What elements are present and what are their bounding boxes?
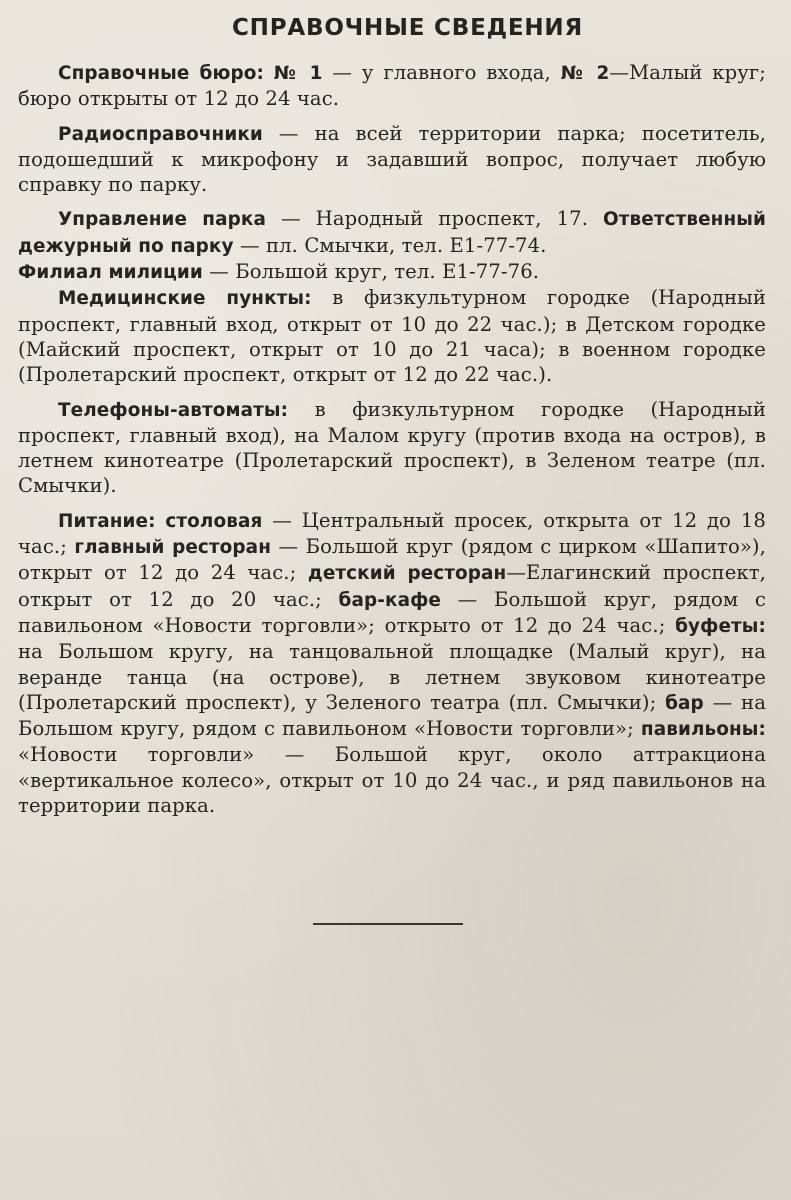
info-bureau-paragraph: [18, 60, 766, 112]
bureau-2-number: № 2: [560, 63, 610, 84]
section-divider: [313, 923, 463, 925]
duty-officer-text: — пл. Смычки, тел. Е1-77-74.: [233, 233, 547, 257]
medical-paragraph: [18, 285, 766, 387]
park-management-label: Управление парка: [58, 209, 266, 231]
police-branch-text: — Большой круг, тел. Е1-77-76.: [202, 260, 540, 284]
pavilions-label: павильоны:: [640, 719, 766, 741]
canteen-label: столовая: [165, 510, 263, 532]
bureau-2-text: —Малый круг; бюро открыты от 12 до 24 час.: [18, 61, 766, 111]
info-bureau-label: Справочные бюро:: [58, 63, 264, 84]
radio-info-label: Радиосправочники: [58, 123, 263, 145]
food-paragraph: [18, 508, 766, 819]
bar-cafe-label: бар-кафе: [338, 589, 442, 611]
canteen-text: — Центральный просек, открыта от 12 до 18 час.;: [18, 508, 766, 559]
buffets-label: буфеты:: [675, 615, 766, 637]
medical-points-label: Медицинские пункты:: [58, 288, 312, 310]
bureau-1-number: № 1: [273, 63, 323, 84]
medical-points-text: в физкультурном городке (Народный проспект, главный вход, открыт от 10 до 22 час.); в Детском городке (Майский проспект, открыт от 10 до 21 часа); в военном городке (Пролетарский проспект, открыт от 12 до 22 час.).: [18, 286, 766, 387]
main-restaurant-text: — Большой круг (рядом с цирком «Шапито»), открыт от 12 до 24 час.;: [18, 535, 766, 585]
pay-phones-text: в физкультурном городке (Народный проспект, главный вход), на Малом кругу (против входа на остров), в летнем кинотеатре (Пролетарский проспект), в Зеленом театре (пл. Смычки).: [18, 397, 766, 498]
park-management-text: — Народный проспект, 17.: [265, 207, 604, 231]
administration-paragraph: [18, 206, 766, 259]
duty-officer-label: Ответственный дежурный по парку: [18, 209, 766, 257]
phones-paragraph: [18, 397, 766, 499]
police-branch-label: Филиал милиции: [18, 262, 203, 284]
food-label: Питание:: [58, 510, 156, 532]
page-title: СПРАВОЧНЫЕ СВЕДЕНИЯ: [232, 15, 583, 41]
kids-restaurant-text: —Елагинский проспект, открыт от 12 до 20 час.;: [18, 561, 766, 611]
pavilions-text: «Новости торговли» — Большой круг, около аттракциона «вертикальное колесо», открыт от 10 до 24 час., и ряд павильонов на территории парка.: [18, 743, 766, 818]
police-paragraph: [18, 259, 766, 285]
bar-label: бар: [665, 692, 704, 714]
buffets-text: на Большом кругу, на танцовальной площадке (Малый круг), на веранде танца (на острове), в летнем звуковом кинотеатре (Пролетарский проспект), у Зеленого театра (пл. Смычки);: [18, 640, 766, 714]
pay-phones-label: Телефоны-автоматы:: [58, 399, 289, 421]
radio-info-paragraph: [18, 121, 766, 198]
reference-info-body: [18, 60, 766, 827]
main-restaurant-label: главный ресторан: [74, 537, 271, 559]
kids-restaurant-label: детский ресторан: [307, 563, 507, 585]
radio-info-text: — на всей территории парка; посетитель, подошедший к микрофону и задавший вопрос, получает любую справку по парку.: [18, 121, 766, 197]
bar-cafe-text: — Большой круг, рядом с павильоном «Новости торговли»; открыто от 12 до 24 час.;: [18, 587, 766, 637]
bar-text: — на Большом кругу, рядом с павильоном «Новости торговли»;: [18, 690, 766, 741]
bureau-1-text: — у главного входа,: [322, 61, 561, 84]
